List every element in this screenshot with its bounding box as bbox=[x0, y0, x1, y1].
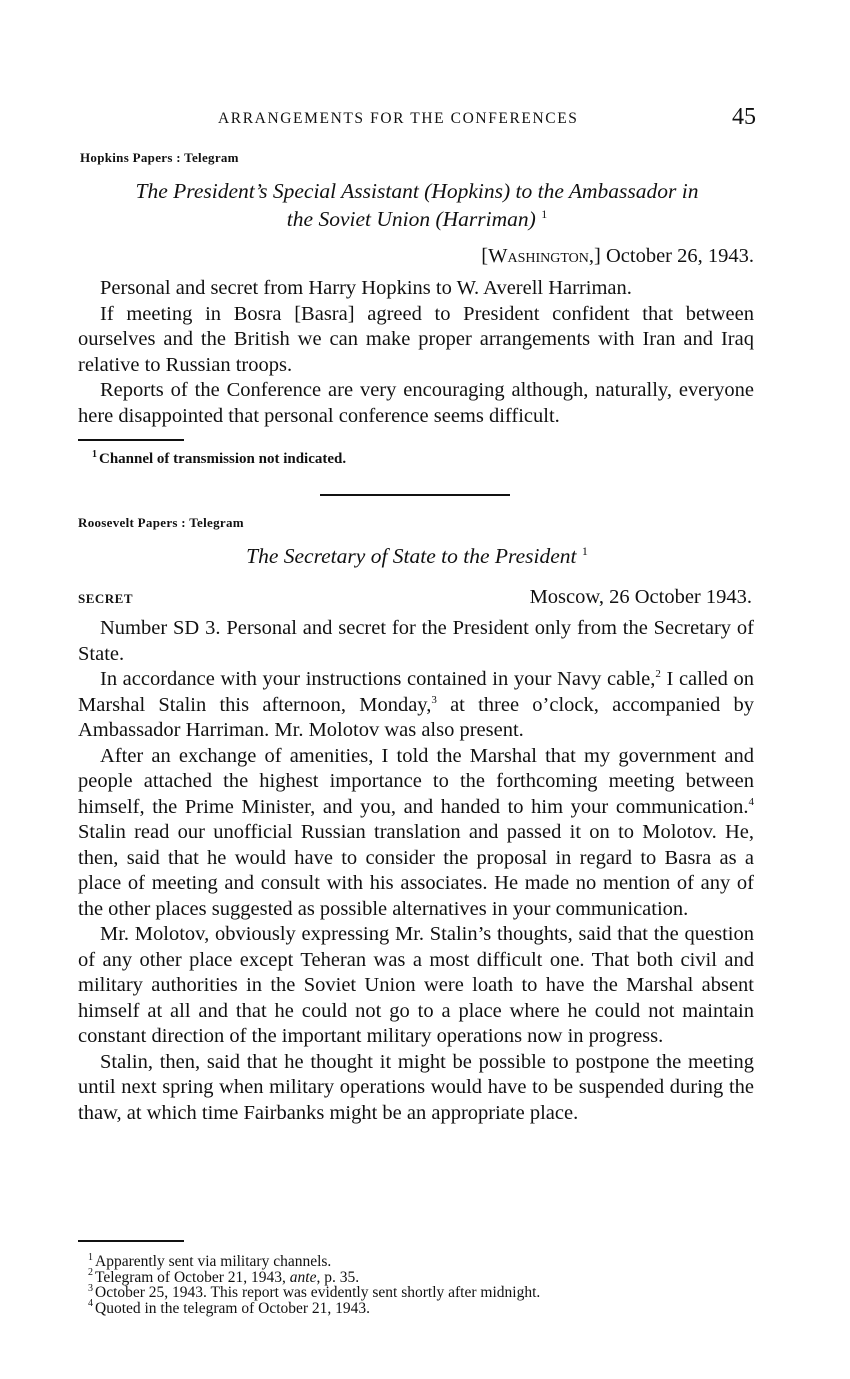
text-run: I called on Marshal Stalin this afternoon, Monday, bbox=[78, 668, 754, 716]
doc1-footnote-mark: 1 bbox=[92, 449, 97, 460]
doc2-title: The Secretary of State to the President bbox=[246, 544, 577, 568]
section-divider bbox=[320, 494, 510, 496]
classification-label: SECRET bbox=[78, 591, 134, 606]
doc2-paragraph: Stalin, then, said that he thought it might be possible to postpone the meeting until next spring when military operations would have to be suspended during the thaw, at which time Fairbanks might be an appropriate place. bbox=[78, 1050, 754, 1124]
doc2-title-fnref: 1 bbox=[581, 543, 588, 558]
footnote-rule bbox=[78, 439, 184, 441]
text-run: After an exchange of amenities, I told the Marshal that my government and people attached the highest importance to the forthcoming meeting between himself, the Prime Minister, and you, and handed to him your communication. bbox=[78, 744, 754, 818]
doc2-source: Roosevelt Papers : Telegram bbox=[78, 515, 244, 530]
doc2-footnotes bbox=[88, 1251, 768, 1317]
footnote-text-italic: ante bbox=[289, 1268, 317, 1286]
footnote-item bbox=[88, 1298, 768, 1317]
doc1-paragraph: Personal and secret from Harry Hopkins to W. Averell Harriman. bbox=[100, 277, 632, 299]
footnote-mark: 3 bbox=[88, 1282, 93, 1294]
doc1-dateline: [Washington,] October 26, 1943. bbox=[481, 245, 754, 267]
page-header bbox=[78, 104, 756, 136]
doc1-paragraph: If meeting in Bosra [Basra] agreed to President confident that between ourselves and the British we can make proper arrangements with Iran and Iraq relative to Russian troops. bbox=[78, 302, 754, 376]
footnote-rule bbox=[78, 1240, 184, 1242]
doc2-paragraph: Mr. Molotov, obviously expressing Mr. Stalin’s thoughts, said that the question of any other place except Teheran was a most difficult one. That both civil and military authorities in the Soviet Union were loath to have the Marshal absent himself at all and that he could not go to a place where he could not maintain constant direction of the important military operations now in progress. bbox=[78, 923, 754, 1047]
footnote-ref: 4 bbox=[748, 795, 754, 808]
doc1-source: Hopkins Papers : Telegram bbox=[80, 150, 239, 165]
footnote-text: October 25, 1943. This report was evidently sent shortly after midnight. bbox=[95, 1284, 541, 1301]
footnote-item bbox=[88, 1251, 768, 1270]
text-run: Stalin read our unofficial Russian translation and passed it on to Molotov. He, then, said that he would have to consider the proposal in regard to Basra as a place of meeting and consult with his associates. He made no mention of any of the other places suggested as possible alternatives in your communication. bbox=[78, 821, 754, 920]
doc1-footnote bbox=[92, 449, 347, 468]
doc1-title-line1: The President’s Special Assistant (Hopkins) to the Ambassador in bbox=[135, 179, 699, 203]
doc1-dateline-place: Washington, bbox=[488, 245, 595, 267]
page-number: 45 bbox=[732, 104, 756, 130]
footnote-text: Apparently sent via military channels. bbox=[95, 1253, 332, 1270]
doc1-paragraph: Reports of the Conference are very encouraging although, naturally, everyone here disappointed that personal conference seems difficult. bbox=[78, 379, 754, 427]
doc1-footnote-text: Channel of transmission not indicated. bbox=[99, 451, 347, 467]
doc2-paragraph: Number SD 3. Personal and secret for the President only from the Secretary of State. bbox=[78, 617, 754, 665]
doc2-body bbox=[78, 616, 754, 1126]
doc2-dateline: Moscow, 26 October 1943. bbox=[529, 586, 752, 608]
footnote-mark: 4 bbox=[88, 1298, 93, 1310]
doc1-title-line2: the Soviet Union (Harriman) bbox=[286, 207, 536, 231]
doc2-paragraph bbox=[78, 667, 754, 744]
footnote-ref: 2 bbox=[655, 668, 661, 681]
doc1-title-fnref: 1 bbox=[541, 206, 548, 221]
footnote-item bbox=[88, 1267, 768, 1286]
text-run: In accordance with your instructions contained in your Navy cable, bbox=[100, 668, 656, 690]
footnote-item bbox=[88, 1282, 768, 1301]
footnote-ref: 3 bbox=[431, 693, 437, 706]
doc1-title bbox=[78, 177, 756, 233]
footnote-mark: 2 bbox=[88, 1267, 93, 1279]
footnote-text: Quoted in the telegram of October 21, 1943. bbox=[95, 1299, 371, 1317]
doc1-dateline-date: October 26, 1943. bbox=[605, 245, 754, 267]
text-run: at three o’clock, accompanied by Ambassador Harriman. Mr. Molotov was also present. bbox=[78, 693, 754, 741]
doc2-title-wrap bbox=[78, 542, 756, 570]
footnote-mark: 1 bbox=[88, 1251, 93, 1263]
doc1-title-line2-wrap bbox=[78, 205, 756, 233]
footnote-text: , p. 35. bbox=[316, 1268, 360, 1286]
running-head: ARRANGEMENTS FOR THE CONFERENCES bbox=[218, 110, 579, 127]
doc1-body bbox=[78, 276, 754, 429]
footnote-text: Telegram of October 21, 1943, bbox=[95, 1268, 290, 1286]
doc2-paragraph bbox=[78, 744, 754, 923]
